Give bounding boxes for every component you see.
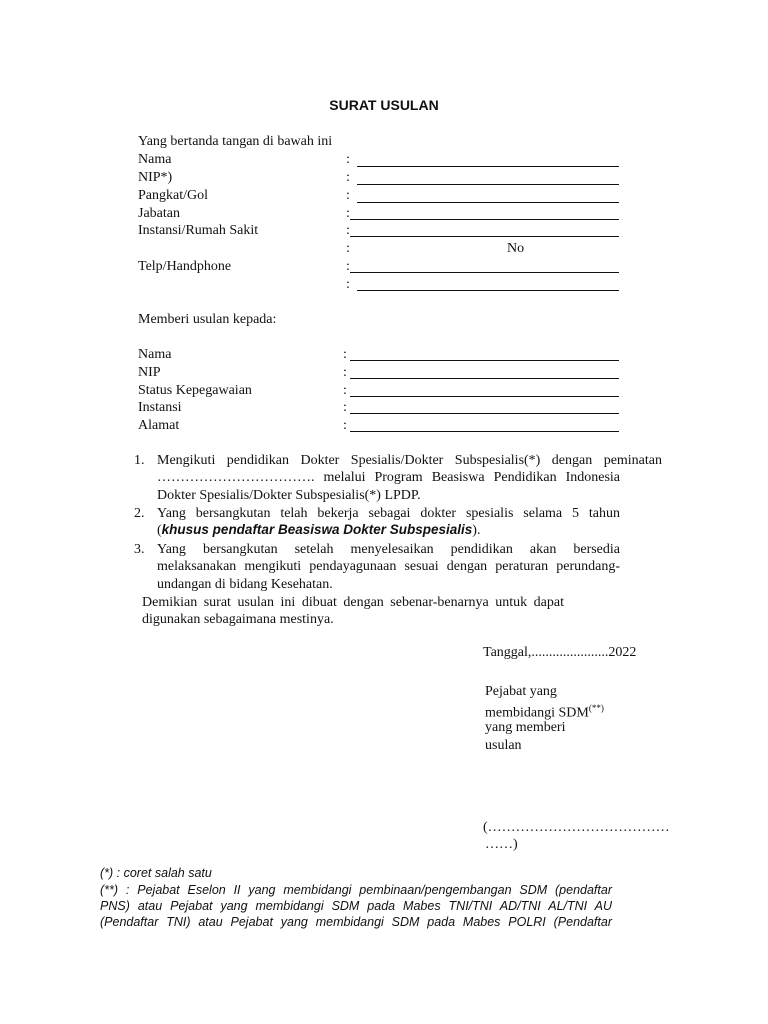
footnote-2-line-2: PNS) atau Pejabat yang membidangi SDM pada Mabes TNI/TNI AD/TNI AL/TNI AU <box>100 899 612 913</box>
recipient-status-field[interactable] <box>350 396 619 397</box>
signer-nip-field[interactable] <box>357 184 619 185</box>
footnote-marker: (**) <box>588 703 604 713</box>
signer-title-line-3: yang memberi <box>485 720 566 735</box>
colon: : <box>343 400 347 415</box>
signer-label-telp: Telp/Handphone <box>138 259 232 274</box>
colon: : <box>346 277 350 292</box>
footnote-1: (*) : coret salah satu <box>100 866 212 880</box>
recipient-instansi-field[interactable] <box>350 413 619 414</box>
item-1-line-2: ……………………………. melalui Program Beasiswa Pendidikan Indonesia <box>157 470 620 485</box>
colon: : <box>343 365 347 380</box>
colon: : <box>346 170 350 185</box>
paren-open: ( <box>157 523 162 538</box>
signer-title-text: membidangi SDM <box>485 705 589 721</box>
colon: : <box>343 347 347 362</box>
date-line: Tanggal,......................2022 <box>483 645 637 660</box>
signer-label-pangkat: Pangkat/Gol <box>138 188 208 203</box>
item-number: 1. <box>134 453 145 468</box>
signer-label-nip: NIP*) <box>138 170 173 185</box>
colon: : <box>346 259 350 274</box>
colon: : <box>343 383 347 398</box>
recipient-nip-field[interactable] <box>350 378 619 379</box>
item-1-line-3: Dokter Spesialis/Dokter Subspesialis(*) LPDP. <box>157 488 421 503</box>
signer-nama-field[interactable] <box>357 166 619 167</box>
colon: : <box>343 418 347 433</box>
item-3-line-2: melaksanakan mengikuti pendayagunaan sesuai dengan peraturan perundang- <box>157 559 620 574</box>
recipient-label-instansi: Instansi <box>138 400 182 415</box>
signer-title-line-2 <box>485 703 604 722</box>
signer-label-jabatan: Jabatan <box>138 206 180 221</box>
signer-telp-field[interactable] <box>350 272 619 273</box>
item-3-line-3: undangan di bidang Kesehatan. <box>157 577 333 592</box>
recipient-label-nip: NIP <box>138 365 161 380</box>
item-2-line-2 <box>157 522 480 539</box>
signer-title-line-1: Pejabat yang <box>485 684 557 699</box>
item-2-line-1: Yang bersangkutan telah bekerja sebagai dokter spesialis selama 5 tahun <box>157 506 620 521</box>
item-3-line-1: Yang bersangkutan setelah menyelesaikan pendidikan akan bersedia <box>157 542 620 557</box>
signer-pangkat-field[interactable] <box>357 202 619 203</box>
recipient-alamat-field[interactable] <box>350 431 619 432</box>
colon: : <box>346 152 350 167</box>
signer-extra-field[interactable] <box>357 290 619 291</box>
item-number: 3. <box>134 542 145 557</box>
recipient-nama-field[interactable] <box>350 360 619 361</box>
subspesialis-note: khusus pendaftar Beasiswa Dokter Subspesialis <box>161 522 473 537</box>
footnote-2-line-3: (Pendaftar TNI) atau Pejabat yang membidangi SDM pada Mabes POLRI (Pendaftar <box>100 915 612 929</box>
signer-jabatan-field[interactable] <box>350 219 619 220</box>
item-1-line-1: Mengikuti pendidikan Dokter Spesialis/Dokter Subspesialis(*) dengan peminatan <box>157 453 662 468</box>
signer-title-line-4: usulan <box>485 738 522 753</box>
colon: : <box>346 188 350 203</box>
signer-name-line-2: ……) <box>485 837 518 852</box>
page-title: SURAT USULAN <box>329 97 439 113</box>
signer-label-instansi: Instansi/Rumah Sakit <box>138 223 259 238</box>
signer-label-nama: Nama <box>138 152 172 167</box>
closing-line-2: digunakan sebagaimana mestinya. <box>142 612 334 627</box>
signer-name-line-1: (………………………………… <box>483 820 670 835</box>
colon: : <box>346 223 350 238</box>
recipient-intro: Memberi usulan kepada: <box>138 312 277 327</box>
recipient-label-alamat: Alamat <box>138 418 180 433</box>
paren-close: ). <box>472 523 481 538</box>
recipient-label-nama: Nama <box>138 347 172 362</box>
recipient-label-status: Status Kepegawaian <box>138 383 252 398</box>
signer-intro: Yang bertanda tangan di bawah ini <box>138 134 333 149</box>
item-number: 2. <box>134 506 145 521</box>
footnote-2-line-1: (**) : Pejabat Eselon II yang membidangi pembinaan/pengembangan SDM (pendaftar <box>100 883 612 897</box>
colon: : <box>346 241 350 256</box>
signer-instansi-field[interactable] <box>350 236 619 237</box>
closing-line-1: Demikian surat usulan ini dibuat dengan sebenar-benarnya untuk dapat <box>142 595 564 610</box>
colon: : <box>346 206 350 221</box>
signer-no-label: No <box>507 241 525 256</box>
